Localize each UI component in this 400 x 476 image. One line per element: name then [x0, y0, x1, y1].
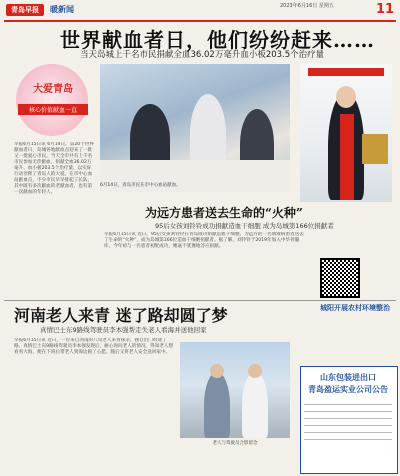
second-story-text: 早报6月15日讯 近日，95后女孩刘铃铃在青岛成功捐献造血干细胞，为远方的一名血液病患者送去了生命的“火种”，成为岛城第166位造血干细胞捐献者。据了解，刘铃铃于2019年加入中华骨髓库，今年初与一名患者初配成功，她毫不犹豫地答应捐献。 [104, 232, 304, 249]
third-story-subhead: 真情巴士东9路线驾驶员李本强帮走失老人看海并送他回家 [40, 326, 207, 334]
ad-title-1: 山东包装进出口 [320, 373, 376, 382]
badge-subtext: 核心价值献血一直 [18, 104, 88, 115]
third-photo-caption: 老人与驾驶员合影留念 [212, 441, 258, 446]
badge-text: 大爱青岛 [33, 84, 73, 95]
newspaper-logo: 青岛早报 [6, 4, 44, 16]
photo-caption: 6月14日，青岛市民在市中心血站献血。 [100, 183, 181, 188]
masthead-rule [4, 20, 396, 22]
second-story-body [104, 232, 304, 296]
lead-body-column [14, 142, 96, 292]
page-number: 11 [376, 2, 395, 17]
bus-driver-photo [180, 342, 290, 438]
third-story-text: 早报6月15日讯 近日，一位来自河南的八旬老人来青探亲，独自出门时迷了路。真情巴士东9路线驾驶员李本强发现后，耐心询问老人的情况，得知老人想看看大海，便在下班后带老人到海边圆了心愿，随后又将老人安全送回家中。 [14, 338, 174, 355]
second-story-title: 为远方患者送去生命的“火种” [145, 206, 303, 220]
third-story-title: 河南老人来青 迷了路却圆了梦 [14, 306, 228, 325]
lead-subhead: 当天岛城上千名市民捐献全血36.02万毫升血小板203.5个治疗量 [80, 50, 325, 60]
lead-headline: 世界献血者日，他们纷纷赶来…… [60, 28, 375, 52]
second-story-subhead: 95后女孩刘铃铃成功捐献造血干细胞 成为岛城第166位捐献者 [155, 222, 334, 230]
lead-body-text: 早报6月15日讯 6月14日，第20个世界献血者日，岛城各地献血点迎来了一批又一批爱心市民。当天全市共有上千名市民参加无偿献血，捐献全血36.02万毫升、血小板203.5个治疗量，以实际行动诠释了青岛人的大爱。在市中心血站献血点，不少市民早早排起了长队，其中既有多次献血的老献血者，也有第一次献血的年轻人。 [14, 142, 94, 195]
ad-title-2: 青岛盈运实业公司公告 [308, 385, 388, 394]
dateline: 2023年6月16日 星期五 [280, 3, 334, 9]
campaign-badge-icon [16, 64, 88, 136]
qr-code-icon [320, 258, 360, 298]
section-divider [4, 300, 396, 301]
section-title: 暖新闻 [50, 5, 74, 14]
blood-donation-photo [100, 64, 290, 192]
side-story-title: 城阳开展农村环境整治 [320, 304, 390, 312]
volunteer-photo [300, 64, 392, 202]
ad-body [304, 400, 392, 464]
third-story-body [14, 338, 174, 472]
